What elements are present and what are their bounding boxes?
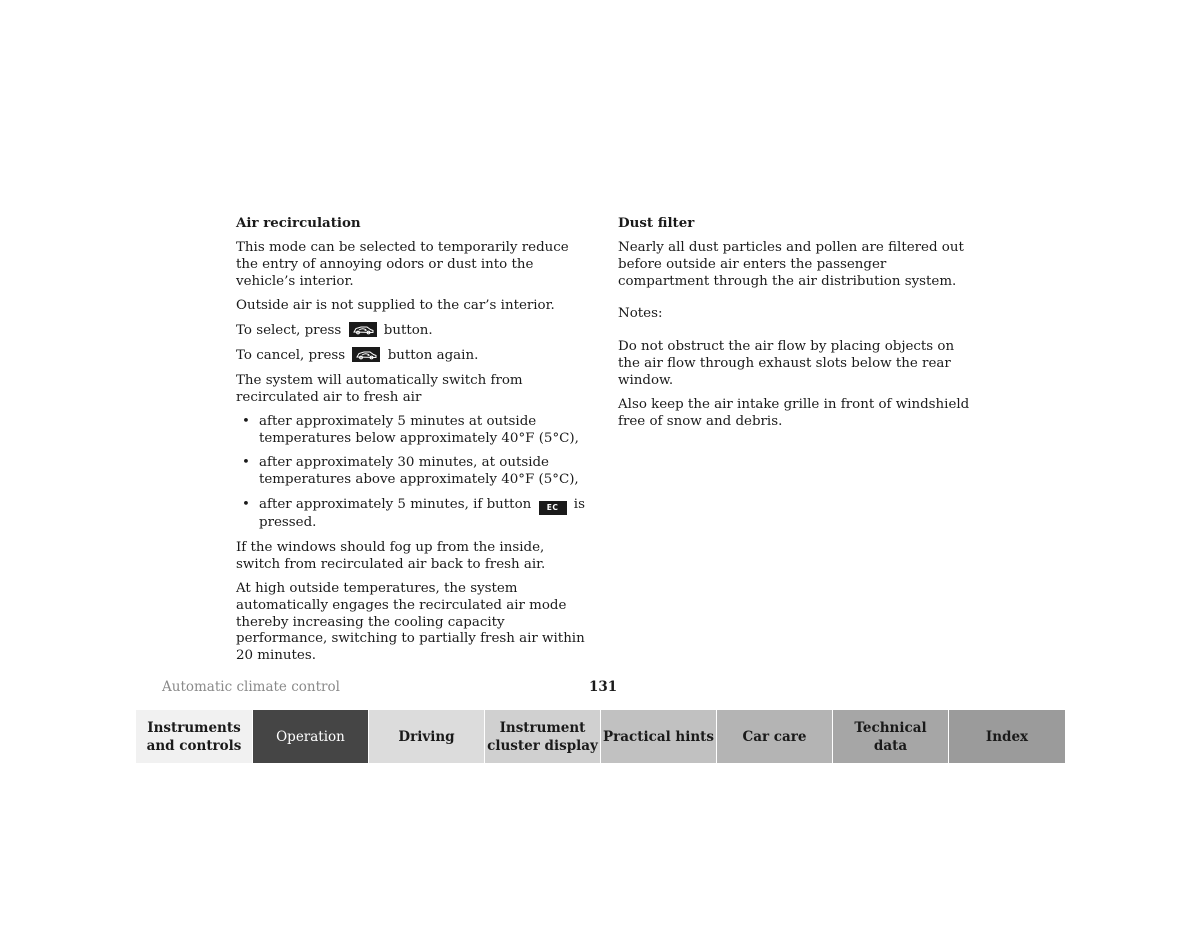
section-title: Automatic climate control (162, 679, 340, 695)
page-number: 131 (589, 679, 618, 695)
air-recirculation-heading: Air recirculation (236, 215, 361, 231)
note-intake-grille: Also keep the air intake grille in front of windshield free of snow and debris. (618, 397, 970, 429)
tab-label: Practical hints (603, 728, 714, 745)
outside-air-paragraph: Outside air is not supplied to the car’s interior. (236, 297, 555, 313)
tab-label: Operation (276, 728, 345, 745)
select-text-before: To select, press (236, 323, 342, 339)
auto-switch-paragraph: The system will automatically switch from recirculated air to fresh air (236, 372, 523, 405)
tab-operation[interactable] (253, 710, 369, 763)
cancel-instruction (236, 347, 588, 365)
tab-label: Driving (398, 728, 455, 745)
left-column (236, 214, 588, 672)
recirculation-car-icon (352, 347, 380, 362)
bullet-icon: • (242, 413, 250, 429)
tab-index[interactable] (949, 710, 1065, 763)
tab-label: Instruments and controls (146, 719, 242, 754)
note-airflow: Do not obstruct the air flow by placing objects on the air flow through exhaust slots below the rear window. (618, 339, 955, 388)
bullet-text: after approximately 5 minutes at outside temperatures below approximately 40°F (5°C), (259, 413, 579, 446)
list-item (236, 497, 588, 532)
fog-paragraph: If the windows should fog up from the inside, switch from recirculated air back to fresh air. (236, 539, 546, 572)
bullet-icon: • (242, 497, 250, 513)
dust-filter-paragraph: Nearly all dust particles and pollen are filtered out before outside air enters the passenger compartment through the air distribution system. (618, 240, 964, 289)
tab-label: Instrument cluster display (487, 719, 598, 754)
select-text-after: button. (383, 323, 433, 339)
bullet-icon: • (242, 455, 250, 471)
bullet-text-after: is pressed. (259, 497, 585, 531)
cancel-text-before: To cancel, press (236, 348, 346, 364)
tab-instrument-cluster-display[interactable] (485, 710, 601, 763)
recirculation-car-icon (349, 322, 377, 337)
intro-paragraph: This mode can be selected to temporarily reduce the entry of annoying odors or dust into the vehicle’s interior. (236, 240, 569, 289)
tab-driving[interactable] (369, 710, 485, 763)
right-column (618, 214, 970, 438)
list-item (236, 414, 588, 448)
tab-practical-hints[interactable] (601, 710, 717, 763)
tab-technical-data[interactable] (833, 710, 949, 763)
auto-switch-list (236, 414, 588, 532)
high-temperature-paragraph: At high outside temperatures, the system automatically engages the recirculated air mode thereby increasing the cooling capacity performance, switching to partially fresh air within 20 minutes. (236, 580, 585, 664)
ec-button-icon: EC (539, 501, 567, 515)
notes-label: Notes: (618, 306, 663, 322)
select-instruction (236, 322, 588, 340)
chapter-tab-bar (136, 710, 1065, 763)
cancel-text-after: button again. (387, 348, 479, 364)
tab-instruments-and-controls[interactable] (136, 710, 253, 763)
dust-filter-heading: Dust filter (618, 215, 695, 231)
tab-label: Technical data (854, 719, 927, 754)
bullet-text: after approximately 30 minutes, at outside temperatures above approximately 40°F (5°C), (259, 455, 579, 488)
bullet-text-before: after approximately 5 minutes, if button (259, 497, 532, 513)
tab-label: Index (985, 728, 1029, 745)
list-item (236, 455, 588, 489)
tab-label: Car care (742, 728, 807, 745)
tab-car-care[interactable] (717, 710, 833, 763)
